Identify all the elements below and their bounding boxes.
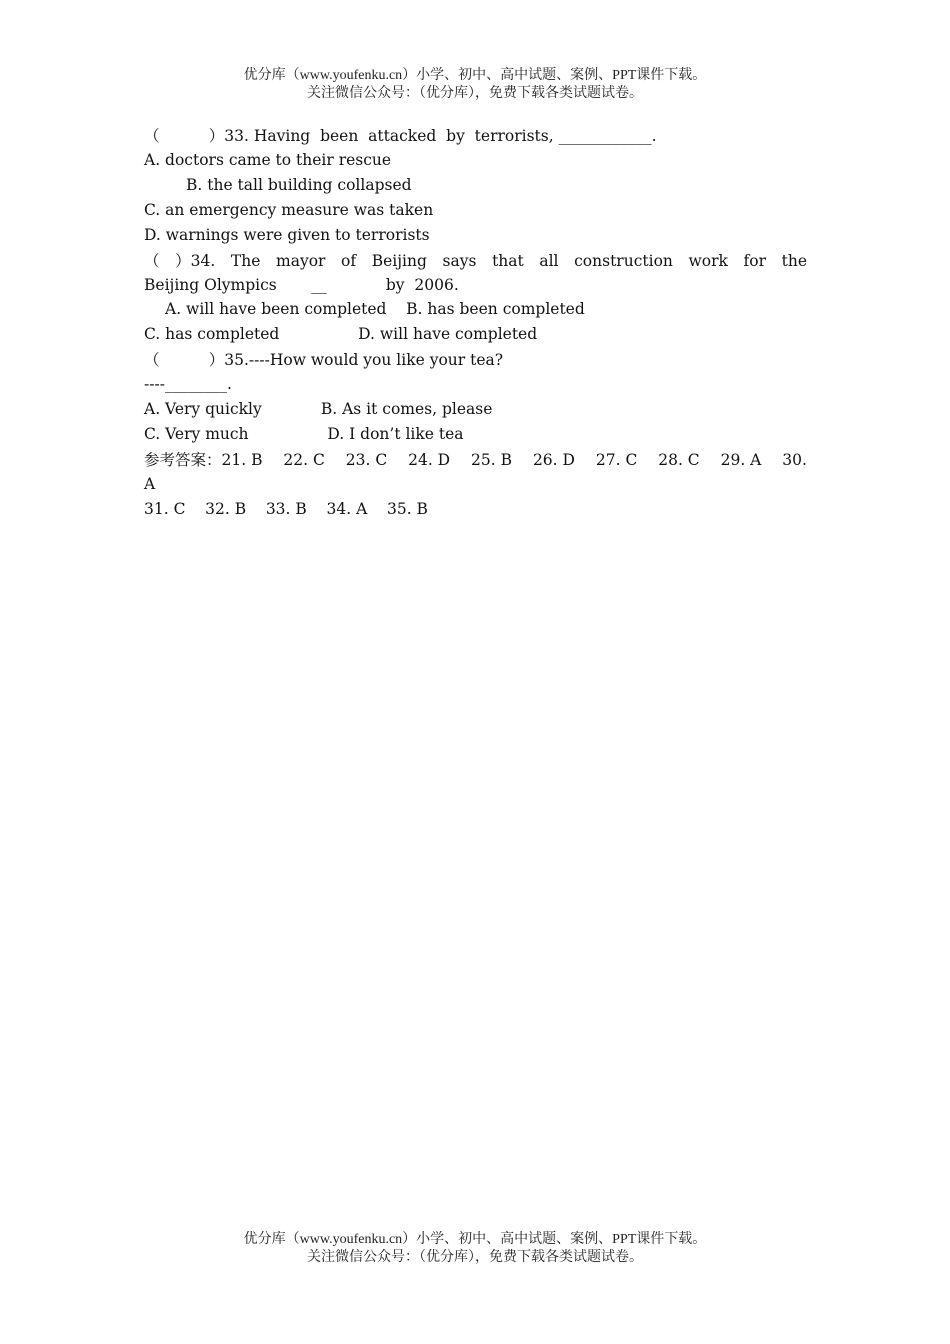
- answer-key-line-1: [144, 449, 807, 471]
- q34-word: mayor: [276, 252, 326, 270]
- answer-item: 27. C: [595, 451, 638, 469]
- answer-item: 24. D: [408, 451, 451, 469]
- header-line-2: 关注微信公众号：（优分库），免费下载各类试题试卷。: [307, 86, 643, 101]
- question-33-option-b: B. the tall building collapsed: [186, 176, 412, 194]
- question-33-option-d: D. warnings were given to terrorists: [144, 226, 430, 244]
- question-35-options-cd: C. Very much D. I don’t like tea: [144, 425, 464, 443]
- q34-word: of: [341, 252, 357, 270]
- question-34-prompt-line-1: [144, 250, 807, 272]
- answer-item: 25. B: [471, 451, 513, 469]
- answer-key-line-3: 31. C 32. B 33. B 34. A 35. B: [144, 500, 428, 518]
- question-34-options-ab: A. will have been completed B. has been completed: [165, 300, 585, 318]
- q34-word: that: [492, 252, 524, 270]
- q34-word: work: [688, 252, 728, 270]
- answer-item: 23. C: [345, 451, 388, 469]
- question-33-prompt: （ ）33. Having been attacked by terrorists, ____________.: [144, 127, 657, 145]
- footer-line-1: 优分库（www.youfenku.cn）小学、初中、高中试题、案例、PPT课件下载。: [243, 1232, 707, 1247]
- header-line-1: 优分库（www.youfenku.cn）小学、初中、高中试题、案例、PPT课件下载。: [243, 68, 707, 83]
- answer-item: 28. C: [658, 451, 700, 469]
- question-35-reply: ----________.: [144, 375, 232, 393]
- q34-word: construction: [574, 252, 673, 270]
- answer-item: 30.: [782, 451, 807, 469]
- q34-word: says: [442, 252, 477, 270]
- q34-word: Beijing: [371, 252, 427, 270]
- answer-key-line-2: A: [144, 475, 156, 493]
- answer-item: 22. C: [283, 451, 325, 469]
- question-33-option-a: A. doctors came to their rescue: [144, 151, 392, 169]
- question-34-options-cd: C. has completed D. will have completed: [144, 325, 538, 343]
- q34-word: ）34.: [175, 252, 216, 270]
- page-footer: [0, 1231, 950, 1267]
- q34-word: The: [230, 252, 261, 270]
- q34-word: （: [144, 252, 160, 270]
- footer-line-2: 关注微信公众号：（优分库），免费下载各类试题试卷。: [307, 1250, 643, 1265]
- question-34-prompt-line-2: Beijing Olympics __ by 2006.: [144, 276, 459, 294]
- answer-item: 29. A: [720, 451, 762, 469]
- q34-word: all: [539, 252, 559, 270]
- page-header: [0, 67, 950, 103]
- q34-word: the: [781, 252, 807, 270]
- answer-item: 参考答案：21. B: [144, 451, 263, 469]
- answer-item: 26. D: [532, 451, 575, 469]
- q34-word: for: [743, 252, 766, 270]
- question-35-options-ab: A. Very quickly B. As it comes, please: [144, 400, 493, 418]
- question-35-prompt: （ ）35.----How would you like your tea?: [144, 351, 504, 369]
- question-33-option-c: C. an emergency measure was taken: [144, 201, 434, 219]
